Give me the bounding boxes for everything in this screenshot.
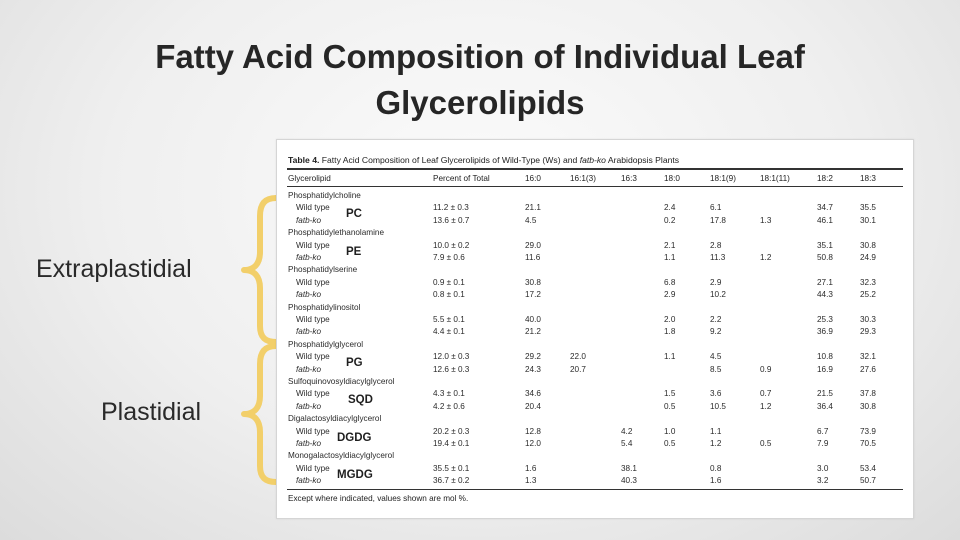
table-row (277, 277, 913, 289)
table-row (277, 364, 913, 376)
table-cell: 1.0 (664, 426, 676, 436)
lipid-group-name: Phosphatidylcholine (288, 191, 361, 200)
table-cell: 0.9 (760, 364, 772, 374)
column-header: 16:3 (621, 174, 637, 183)
table-cell: 2.2 (710, 315, 722, 324)
table-cell: 44.3 (817, 290, 833, 300)
table-cell: 12.0 (525, 439, 541, 448)
lipid-group-row (277, 302, 913, 314)
table-cell: 8.5 (710, 364, 722, 374)
table-cell: 6.7 (817, 426, 829, 436)
lipid-group-name: Phosphatidylglycerol (288, 339, 364, 349)
table-cell: 32.1 (860, 352, 876, 362)
table-cell: 35.1 (817, 240, 833, 250)
table-cell: 1.2 (760, 253, 772, 262)
table-row (277, 215, 913, 227)
table-cell: 12.0 ± 0.3 (433, 352, 470, 362)
table-cell: 6.8 (664, 277, 676, 287)
table-cell: 50.7 (860, 476, 876, 486)
table-cell: 2.1 (664, 240, 676, 250)
curly-brace-icon (232, 190, 282, 490)
table-row (277, 202, 913, 214)
table-row (277, 252, 913, 264)
table-cell: 40.0 (525, 315, 541, 324)
genotype-label: fatb-ko (296, 327, 322, 337)
genotype-label: fatb-ko (296, 364, 322, 374)
table-cell: 36.9 (817, 327, 833, 337)
table-cell: 29.0 (525, 240, 541, 250)
table-cell: 0.8 ± 0.1 (433, 290, 465, 300)
table-cell: 4.4 ± 0.1 (433, 327, 465, 337)
table-cell: 0.8 (710, 463, 722, 473)
lipid-composition-table (276, 139, 914, 519)
table-cell: 2.8 (710, 240, 722, 250)
table-row (277, 314, 913, 326)
lipid-group-row (277, 227, 913, 239)
table-row (277, 438, 913, 450)
table-cell: 30.1 (860, 215, 876, 225)
table-caption-italic: fatb-ko (579, 155, 606, 165)
table-cell: 30.3 (860, 315, 876, 324)
column-header: 16:0 (525, 174, 541, 183)
table-cell: 9.2 (710, 327, 722, 337)
table-cell: 11.6 (525, 253, 541, 262)
genotype-label: fatb-ko (296, 215, 322, 225)
table-row (277, 426, 913, 438)
lipid-group-name: Phosphatidylserine (288, 265, 358, 275)
table-cell: 27.6 (860, 364, 876, 374)
table-cell: 70.5 (860, 439, 876, 448)
lipid-abbreviation: PG (346, 357, 363, 370)
table-cell: 1.2 (710, 439, 722, 448)
lipid-abbreviation: SQD (348, 394, 373, 407)
lipid-group-name: Phosphatidylethanolamine (288, 228, 385, 238)
lower-brace (244, 346, 276, 482)
table-cell: 16.9 (817, 364, 833, 374)
table-cell: 21.2 (525, 327, 541, 337)
lipid-group-name: Sulfoquinovosyldiacylglycerol (288, 377, 395, 386)
genotype-label: Wild type (296, 277, 330, 287)
plastidial-label: Plastidial (101, 398, 202, 426)
table-cell: 20.4 (525, 401, 541, 411)
table-cell: 34.6 (525, 389, 541, 399)
column-header: 16:1(3) (570, 174, 596, 183)
table-cell: 24.9 (860, 253, 876, 262)
table-cell: 38.1 (621, 463, 637, 473)
table-cell: 5.5 ± 0.1 (433, 315, 465, 324)
table-cell: 5.4 (621, 439, 633, 448)
table-caption (288, 155, 679, 165)
table-cell: 73.9 (860, 426, 876, 436)
table-cell: 34.7 (817, 203, 833, 213)
slide-title-line-2: Glycerolipids (375, 84, 585, 121)
column-header: 18:2 (817, 174, 833, 183)
table-cell: 29.3 (860, 327, 876, 337)
slide-title (0, 34, 960, 126)
table-cell: 12.8 (525, 426, 541, 436)
table-cell: 30.8 (860, 240, 876, 250)
lipid-group-name: Phosphatidylinositol (288, 302, 361, 312)
table-row (277, 326, 913, 338)
table-cell: 6.1 (710, 203, 722, 213)
genotype-label: Wild type (296, 315, 330, 324)
table-cell: 36.4 (817, 401, 833, 411)
table-cell: 3.6 (710, 389, 722, 399)
column-header: 18:3 (860, 174, 876, 183)
column-header: 18:1(9) (710, 174, 736, 183)
table-cell: 1.1 (710, 426, 722, 436)
table-cell: 19.4 ± 0.1 (433, 439, 470, 448)
table-cell: 25.3 (817, 315, 833, 324)
table-cell: 27.1 (817, 277, 833, 287)
table-cell: 35.5 (860, 203, 876, 213)
table-cell: 46.1 (817, 215, 833, 225)
table-cell: 4.2 (621, 426, 633, 436)
table-header-rule (287, 186, 903, 187)
table-cell: 17.8 (710, 215, 726, 225)
table-caption-prefix: Table 4. (288, 155, 320, 165)
table-cell: 17.2 (525, 290, 541, 300)
table-cell: 1.3 (760, 215, 772, 225)
table-cell: 20.7 (570, 364, 586, 374)
column-header: 18:0 (664, 174, 680, 183)
genotype-label: Wild type (296, 240, 330, 250)
upper-brace (244, 198, 276, 342)
table-cell: 4.3 ± 0.1 (433, 389, 465, 399)
table-cell: 36.7 ± 0.2 (433, 476, 470, 486)
table-footnote: Except where indicated, values shown are mol %. (288, 494, 469, 503)
table-cell: 1.5 (664, 389, 676, 399)
table-caption-text: Fatty Acid Composition of Leaf Glycerolipids of Wild-Type (Ws) and (321, 155, 578, 165)
lipid-group-row (277, 450, 913, 462)
lipid-abbreviation: PC (346, 208, 362, 221)
column-header: 18:1(11) (760, 174, 790, 183)
lipid-group-row (277, 339, 913, 351)
table-cell: 22.0 (570, 352, 586, 362)
genotype-label: fatb-ko (296, 253, 322, 262)
table-cell: 25.2 (860, 290, 876, 300)
lipid-group-name: Digalactosyldiacylglycerol (288, 414, 382, 424)
table-cell: 1.3 (525, 476, 537, 486)
table-cell: 50.8 (817, 253, 833, 262)
table-cell: 0.9 ± 0.1 (433, 277, 465, 287)
table-cell: 2.4 (664, 203, 676, 213)
table-bottom-rule (287, 489, 903, 490)
lipid-group-row (277, 264, 913, 276)
table-cell: 37.8 (860, 389, 876, 399)
lipid-group-row (277, 376, 913, 388)
table-cell: 29.2 (525, 352, 541, 362)
table-cell: 30.8 (860, 401, 876, 411)
table-cell: 3.0 (817, 463, 829, 473)
table-cell: 11.3 (710, 253, 726, 262)
table-cell: 1.1 (664, 253, 676, 262)
genotype-label: Wild type (296, 352, 330, 362)
table-cell: 10.2 (710, 290, 726, 300)
slide-title-line-1: Fatty Acid Composition of Individual Leaf (155, 38, 805, 75)
table-cell: 40.3 (621, 476, 637, 486)
table-cell: 24.3 (525, 364, 541, 374)
genotype-label: Wild type (296, 203, 330, 213)
table-row (277, 351, 913, 363)
genotype-label: Wild type (296, 426, 330, 436)
table-cell: 12.6 ± 0.3 (433, 364, 470, 374)
lipid-group-row (277, 413, 913, 425)
table-cell: 1.8 (664, 327, 676, 337)
table-cell: 1.1 (664, 352, 676, 362)
table-cell: 32.3 (860, 277, 876, 287)
table-cell: 20.2 ± 0.3 (433, 426, 470, 436)
table-cell: 10.8 (817, 352, 833, 362)
table-cell: 2.0 (664, 315, 676, 324)
table-row (277, 289, 913, 301)
table-cell: 7.9 ± 0.6 (433, 253, 465, 262)
table-top-rule (287, 168, 903, 170)
table-cell: 53.4 (860, 463, 876, 473)
table-cell: 4.5 (710, 352, 722, 362)
extraplastidial-label: Extraplastidial (36, 255, 192, 283)
table-cell: 11.2 ± 0.3 (433, 203, 469, 213)
table-header-row (277, 173, 913, 185)
lipid-group-row (277, 190, 913, 202)
table-caption-suffix: Arabidopsis Plants (607, 155, 680, 165)
table-cell: 35.5 ± 0.1 (433, 463, 470, 473)
table-cell: 13.6 ± 0.7 (433, 215, 470, 225)
column-header: Percent of Total (433, 174, 490, 183)
lipid-abbreviation: MGDG (337, 468, 373, 481)
table-cell: 4.5 (525, 215, 537, 225)
table-cell: 21.5 (817, 389, 833, 399)
table-cell: 30.8 (525, 277, 541, 287)
genotype-label: fatb-ko (296, 401, 322, 411)
table-cell: 0.5 (664, 401, 676, 411)
genotype-label: Wild type (296, 463, 330, 473)
table-cell: 2.9 (664, 290, 676, 300)
table-cell: 1.2 (760, 401, 772, 411)
lipid-abbreviation: DGDG (337, 431, 372, 444)
table-cell: 0.5 (664, 439, 676, 448)
table-cell: 0.7 (760, 389, 772, 399)
genotype-label: fatb-ko (296, 290, 322, 300)
table-cell: 1.6 (525, 463, 537, 473)
table-cell: 10.5 (710, 401, 726, 411)
table-cell: 3.2 (817, 476, 829, 486)
table-cell: 21.1 (525, 203, 541, 213)
table-row (277, 240, 913, 252)
table-cell: 2.9 (710, 277, 722, 287)
table-cell: 10.0 ± 0.2 (433, 240, 470, 250)
table-cell: 0.5 (760, 439, 772, 448)
table-cell: 7.9 (817, 439, 829, 448)
genotype-label: Wild type (296, 389, 330, 399)
table-cell: 0.2 (664, 215, 676, 225)
genotype-label: fatb-ko (296, 476, 322, 486)
lipid-group-name: Monogalactosyldiacylglycerol (288, 451, 395, 461)
table-cell: 1.6 (710, 476, 722, 486)
table-cell: 4.2 ± 0.6 (433, 401, 465, 411)
lipid-abbreviation: PE (346, 245, 362, 258)
genotype-label: fatb-ko (296, 439, 322, 448)
column-header: Glycerolipid (288, 174, 331, 183)
